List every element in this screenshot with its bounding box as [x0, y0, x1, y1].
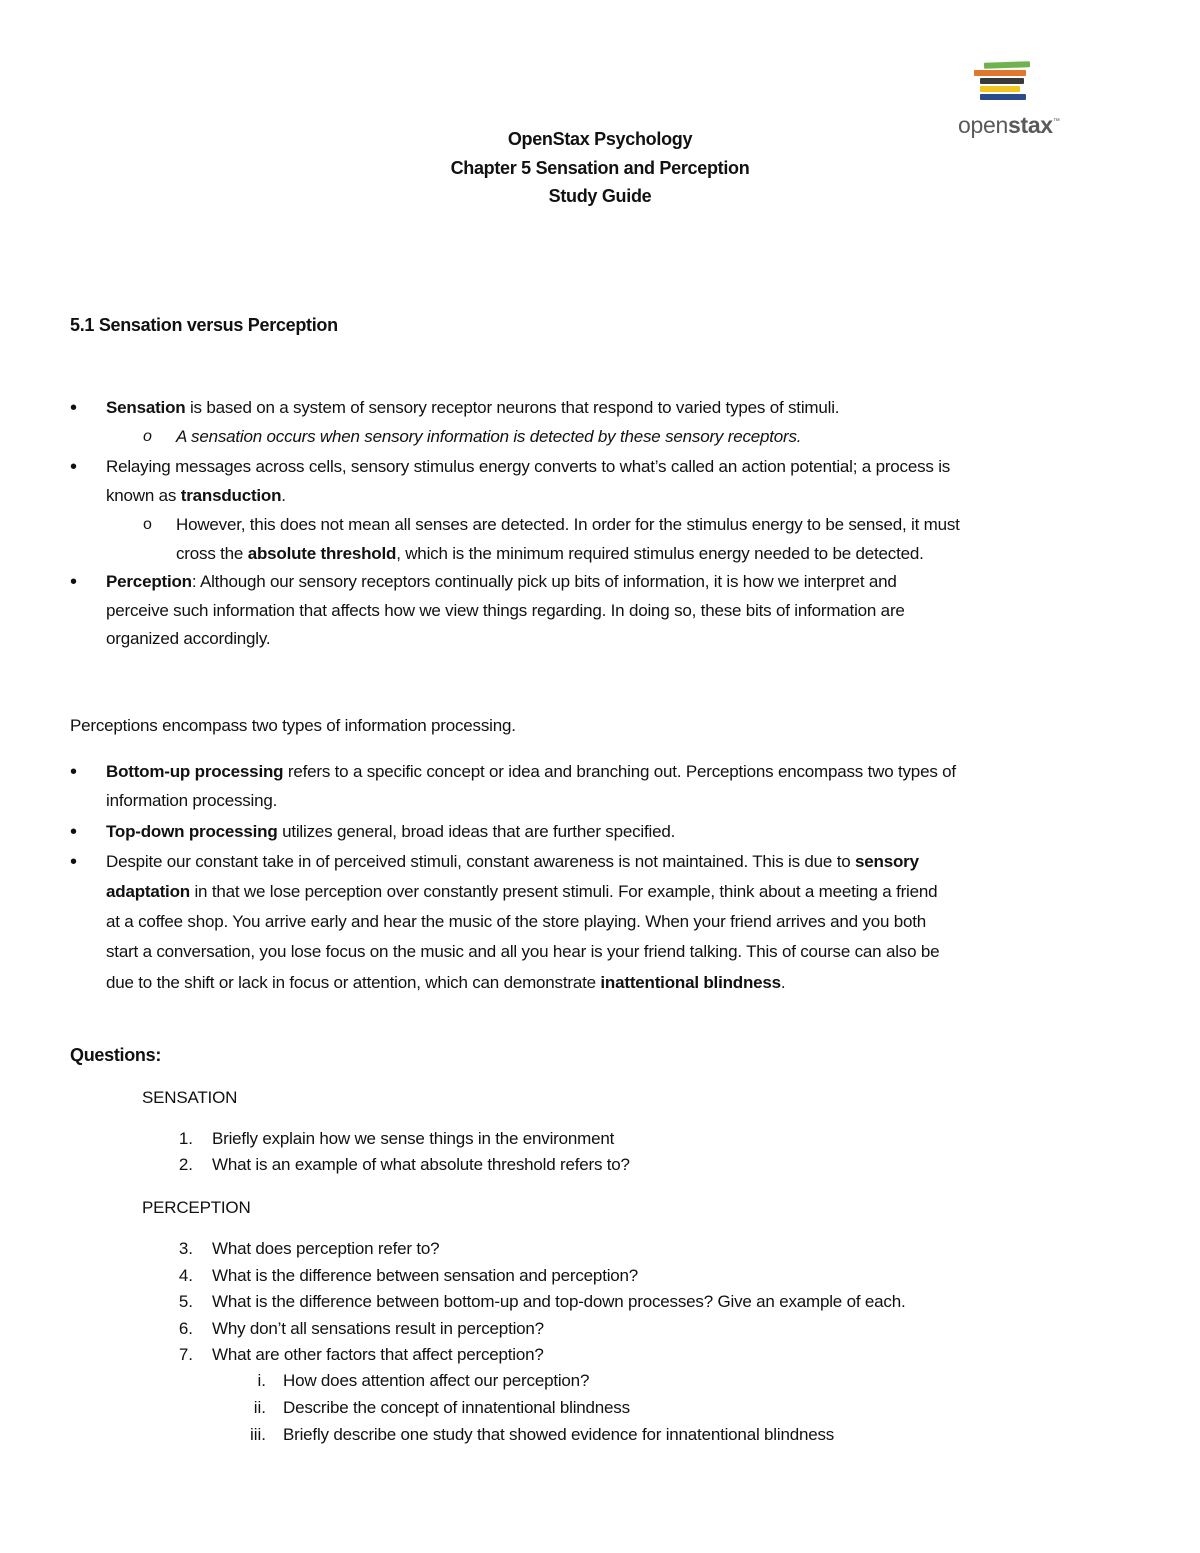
logo-bar-yellow — [980, 86, 1020, 92]
bullet-transduction-line1: Relaying messages across cells, sensory stimulus energy converts to what’s called an action potential; a process is — [106, 457, 951, 476]
bullet-bottom-up-line1 — [106, 760, 956, 784]
question-item: Why don’t all sensations result in perception? — [212, 1319, 544, 1338]
question-number: 1. — [178, 1129, 193, 1148]
bullet-marker: • — [70, 571, 78, 593]
logo-bar-dark — [980, 78, 1024, 84]
question-number: 7. — [178, 1345, 193, 1364]
question-item: What are other factors that affect perception? — [212, 1345, 544, 1364]
bullet-perception-line1 — [106, 570, 897, 594]
sub-bullet-threshold-line1: However, this does not mean all senses are detected. In order for the stimulus energy to be sensed, it must — [176, 515, 960, 534]
term-absolute-threshold: absolute threshold — [247, 544, 397, 563]
sub-bullet-sensation: A sensation occurs when sensory information is detected by these sensory receptors. — [176, 427, 802, 446]
logo-bar-orange — [974, 70, 1026, 76]
sub-bullet-threshold-line2 — [176, 542, 924, 566]
text-span: utilizes general, broad ideas that are further specified. — [277, 822, 676, 841]
bullet-adaptation-line1 — [106, 850, 919, 874]
text-span: , which is the minimum required stimulus energy needed to be detected. — [396, 544, 924, 563]
bullet-top-down — [106, 820, 675, 844]
term-adaptation: adaptation — [106, 882, 190, 901]
bullet-perception-line2: perceive such information that affects how we view things regarding. In doing so, these bits of information are — [106, 601, 905, 620]
term-sensation: Sensation — [106, 398, 186, 417]
doc-title: OpenStax Psychology — [507, 129, 693, 149]
perception-label: PERCEPTION — [142, 1198, 251, 1217]
question-item: What is the difference between sensation and perception? — [212, 1266, 639, 1285]
text-span: in that we lose perception over constantly present stimuli. For example, think about a meeting a friend — [189, 882, 938, 901]
question-item: What is the difference between bottom-up and top-down processes? Give an example of each. — [212, 1292, 906, 1311]
openstax-logo — [956, 62, 1062, 136]
term-top-down: Top-down processing — [106, 822, 278, 841]
bullet-sensation — [106, 396, 839, 420]
text-span: known as — [106, 486, 181, 505]
bullet-marker: • — [70, 821, 78, 843]
sub-question-number: ii. — [253, 1398, 266, 1417]
doc-chapter: Chapter 5 Sensation and Perception — [450, 158, 750, 178]
sub-question-item: How does attention affect our perception? — [283, 1371, 590, 1390]
question-number: 5. — [178, 1292, 193, 1311]
bullet-marker: • — [70, 456, 78, 478]
sub-question-item: Briefly describe one study that showed evidence for innatentional blindness — [283, 1425, 835, 1444]
question-number: 4. — [178, 1266, 193, 1285]
bullet-bottom-up-line2: information processing. — [106, 791, 278, 810]
bullet-adaptation-line2 — [106, 880, 937, 904]
question-number: 6. — [178, 1319, 193, 1338]
text-span: due to the shift or lack in focus or attention, which can demonstrate — [106, 973, 601, 992]
bullet-adaptation-line5 — [106, 971, 785, 995]
sub-bullet-marker: o — [143, 428, 152, 445]
paragraph-processing: Perceptions encompass two types of information processing. — [70, 716, 516, 735]
logo-bar-green — [984, 61, 1030, 69]
bullet-marker: • — [70, 761, 78, 783]
bullet-perception-line3: organized accordingly. — [106, 629, 271, 648]
section-heading: 5.1 Sensation versus Perception — [70, 315, 338, 335]
text-span: . — [780, 973, 786, 992]
text-span: : Although our sensory receptors continually pick up bits of information, it is how we interpret and — [191, 572, 897, 591]
sensation-label: SENSATION — [142, 1088, 238, 1107]
bullet-text: is based on a system of sensory receptor neurons that respond to varied types of stimuli. — [185, 398, 840, 417]
sub-question-number: iii. — [249, 1425, 266, 1444]
logo-text-stax: stax — [1007, 112, 1053, 138]
logo-text-open: open — [958, 112, 1008, 138]
sub-question-number: i. — [257, 1371, 266, 1390]
question-item: What does perception refer to? — [212, 1239, 440, 1258]
bullet-transduction-line2 — [106, 484, 286, 508]
logo-bar-blue — [980, 94, 1026, 100]
bullet-marker: • — [70, 851, 78, 873]
text-span: cross the — [176, 544, 248, 563]
bullet-adaptation-line3: at a coffee shop. You arrive early and hear the music of the store playing. When your friend arrives and you both — [106, 912, 927, 931]
question-number: 3. — [178, 1239, 193, 1258]
term-sensory: sensory — [855, 852, 919, 871]
bullet-adaptation-line4: start a conversation, you lose focus on the music and all you hear is your friend talking. This of course can also be — [106, 942, 940, 961]
question-item: Briefly explain how we sense things in the environment — [212, 1129, 615, 1148]
sub-bullet-marker: o — [143, 516, 152, 533]
questions-heading: Questions: — [70, 1045, 162, 1065]
logo-trademark: ™ — [1052, 118, 1060, 125]
question-number: 2. — [178, 1155, 193, 1174]
question-item: What is an example of what absolute threshold refers to? — [212, 1155, 630, 1174]
doc-subtitle: Study Guide — [548, 186, 652, 206]
term-inattentional-blindness: inattentional blindness — [600, 973, 781, 992]
text-span: refers to a specific concept or idea and branching out. Perceptions encompass two types of — [283, 762, 956, 781]
text-span: Despite our constant take in of perceived stimuli, constant awareness is not maintained. This is due to — [106, 852, 856, 871]
bullet-marker: • — [70, 397, 78, 419]
term-perception: Perception — [106, 572, 192, 591]
sub-question-item: Describe the concept of innatentional blindness — [283, 1398, 630, 1417]
term-transduction: transduction — [180, 486, 282, 505]
text-span: . — [281, 486, 286, 505]
term-bottom-up: Bottom-up processing — [106, 762, 284, 781]
